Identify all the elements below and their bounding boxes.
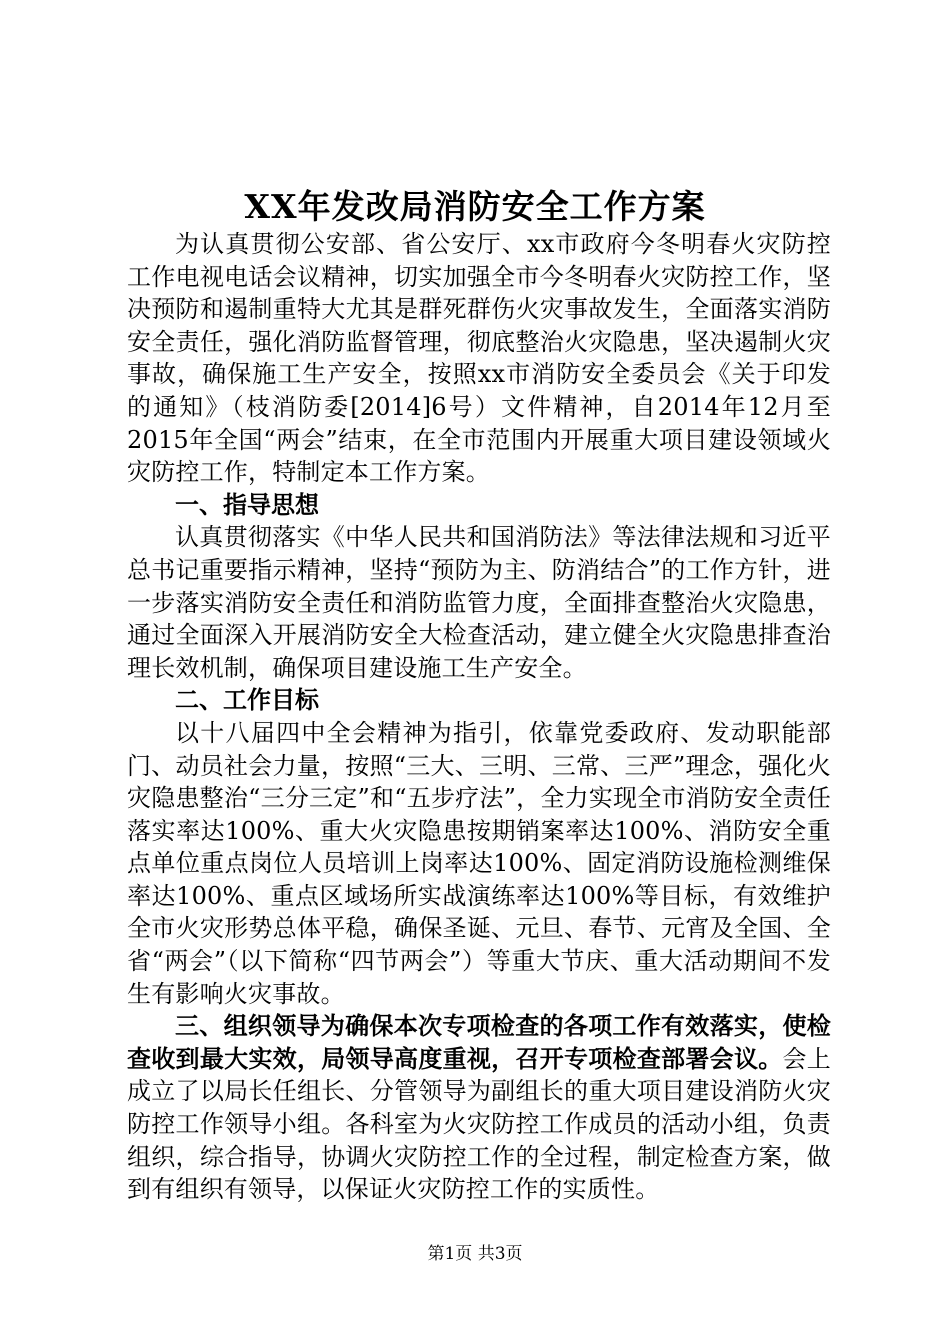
section-heading-work-goals: 二、工作目标	[175, 686, 319, 715]
section-text-organization: 会上成立了以局长任组长、分管领导为副组长的重大项目建设消防火灾防控工作领导小组。各科室为火灾防控工作成员的活动小组，负责组织，综合指导，协调火灾防控工作的全过程，制定检查方案，做到有组织有领导，以保证火灾防控工作的实质性。	[127, 1044, 831, 1204]
section-paragraph-work-goals: 以十八届四中全会精神为指引，依靠党委政府、发动职能部门、动员社会力量，按照“三大、三明、三常、三严”理念，强化火灾隐患整治“三分三定”和“五步疗法”，全力实现全市消防安全责任落实率达100%、重大火灾隐患按期销案率达100%、消防安全重点单位重点岗位人员培训上岗率达100%、固定消防设施检测维保率达100%、重点区域场所实战演练率达100%等目标，有效维护全市火灾形势总体平稳，确保圣诞、元旦、春节、元宵及全国、全省“两会”（以下简称“四节两会”）等重大节庆、重大活动期间不发生有影响火灾事故。	[127, 718, 831, 1008]
section-paragraph-organization	[127, 1010, 831, 1206]
section-heading-guiding-ideology: 一、指导思想	[175, 490, 319, 519]
document-body	[127, 228, 831, 1206]
intro-paragraph: 为认真贯彻公安部、省公安厅、xx市政府今冬明春火灾防控工作电视电话会议精神，切实加强全市今冬明春火灾防控工作，坚决预防和遏制重特大尤其是群死群伤火灾事故发生，全面落实消防安全责任，强化消防监督管理，彻底整治火灾隐患，坚决遏制火灾事故，确保施工生产安全，按照xx市消防安全委员会《关于印发的通知》（枝消防委[2014]6号）文件精神，自2014年12月至2015年全国“两会”结束，在全市范围内开展重大项目建设领域火灾防控工作，特制定本工作方案。	[127, 230, 831, 487]
page-number-footer: 第1页 共3页	[427, 1244, 523, 1264]
document-title: XX年发改局消防安全工作方案	[244, 187, 706, 226]
section-heading-organization: 三、组织领导为确保本次专项检查的各项工作有效落实，使检查收到最大实效，局领导高度重视，召开专项检查部署会议。	[127, 1012, 831, 1073]
section-paragraph-guiding-ideology: 认真贯彻落实《中华人民共和国消防法》等法律法规和习近平总书记重要指示精神，坚持“预防为主、防消结合”的工作方针，进一步落实消防安全责任和消防监管力度，全面排查整治火灾隐患，通过全面深入开展消防安全大检查活动，建立健全火灾隐患排查治理长效机制，确保项目建设施工生产安全。	[127, 523, 831, 682]
